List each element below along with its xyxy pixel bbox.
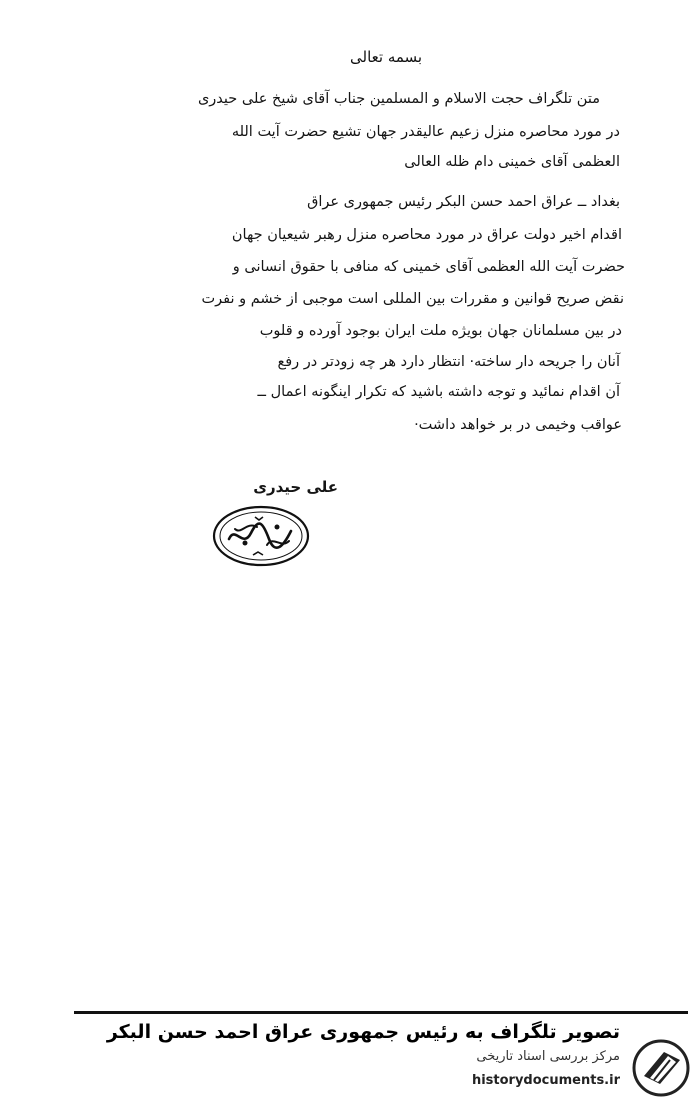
body-line: در بین مسلمانان جهان بویژه ملت ایران بوجود آورده و قلوب: [259, 323, 622, 339]
recipient-line: بغداد ــ عراق احمد حسن البکر رئیس جمهوری عراق: [307, 194, 620, 210]
horizontal-rule: [74, 1011, 688, 1014]
body-line: در مورد محاصره منزل زعیم عالیقدر جهان تشیع حضرت آیت الله: [231, 124, 620, 140]
document-heading: بسمه تعالی: [350, 48, 423, 66]
archive-logo-icon: [630, 1038, 692, 1098]
body-line: اقدام اخیر دولت عراق در مورد محاصره منزل رهبر شیعیان جهان: [231, 227, 622, 243]
body-line: آن اقدام نمائید و توجه داشته باشید که تکرار اینگونه اعمال ــ: [257, 384, 620, 400]
watermark-text: مرکز بررسی اسناد تاریخی: [476, 1049, 620, 1064]
body-line: متن تلگراف حجت الاسلام و المسلمین جناب آقای شیخ علی حیدری: [197, 91, 600, 107]
signature: علی حیدری: [253, 478, 338, 496]
body-line: عواقب وخیمی در بر خواهد داشت·: [414, 417, 622, 433]
body-line: العظمی آقای خمینی دام ظله العالی: [404, 154, 620, 170]
watermark-url: historydocuments.ir: [471, 1073, 620, 1088]
seal-stamp: [211, 505, 311, 567]
document-caption: تصویر تلگراف به رئیس جمهوری عراق احمد حسن البکر: [106, 1021, 620, 1043]
body-line: حضرت آیت الله العظمی آقای خمینی که منافی با حقوق انسانی و: [232, 259, 625, 275]
body-line: نقض صریح قوانین و مقررات بین المللی است موجبی از خشم و نفرت: [201, 291, 624, 307]
body-line: آنان را جریحه دار ساخته· انتظار دارد هر چه زودتر در رفع: [277, 354, 620, 370]
